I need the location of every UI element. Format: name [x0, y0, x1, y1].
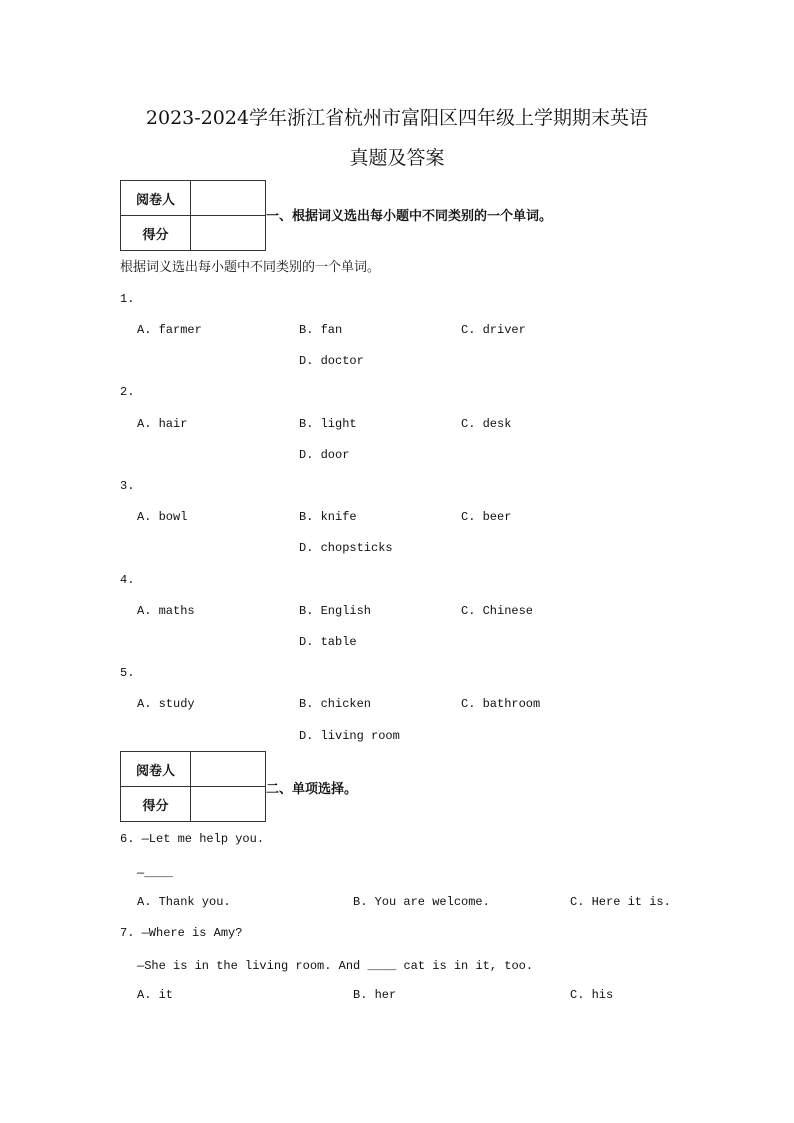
question-reply: —She is in the living room. And ____ cat is in it, too. [137, 959, 534, 973]
option-d: D. chopsticks [299, 541, 393, 555]
reviewer-label: 阅卷人 [121, 752, 191, 787]
option-a: A. bowl [137, 510, 188, 524]
option-d: D. table [299, 635, 357, 649]
reviewer-cell [191, 752, 266, 787]
option-a: A. hair [137, 417, 188, 431]
option-b: B. her [353, 988, 397, 1002]
option-c: C. beer [461, 510, 512, 524]
option-d: D. doctor [299, 354, 364, 368]
option-a: A. it [137, 988, 174, 1002]
question-number: 4. [120, 573, 135, 587]
score-label: 得分 [121, 787, 191, 822]
option-a: A. maths [137, 604, 195, 618]
section-2-heading: 二、单项选择。 [266, 782, 358, 797]
question-number: 3. [120, 479, 135, 493]
option-a: A. Thank you. [137, 895, 231, 909]
option-b: B. chicken [299, 697, 372, 711]
question-stem: 6. —Let me help you. [120, 832, 265, 846]
title-line-1: 2023-2024学年浙江省杭州市富阳区四年级上学期期末英语 [145, 107, 649, 129]
option-c: C. Chinese [461, 604, 534, 618]
question-number: 2. [120, 385, 135, 399]
question-number: 1. [120, 292, 135, 306]
option-c: C. desk [461, 417, 512, 431]
option-c: C. driver [461, 323, 526, 337]
title-line-2: 真题及答案 [349, 147, 445, 169]
option-b: B. light [299, 417, 357, 431]
section-1-heading: 一、根据词义选出每小题中不同类别的一个单词。 [266, 209, 553, 224]
section-1-instruction: 根据词义选出每小题中不同类别的一个单词。 [120, 260, 381, 275]
score-table-2 [120, 751, 266, 822]
option-d: D. living room [299, 729, 400, 743]
question-reply: —____ [137, 866, 174, 880]
reviewer-label: 阅卷人 [121, 181, 191, 216]
option-c: C. his [570, 988, 614, 1002]
question-stem: 7. —Where is Amy? [120, 926, 243, 940]
option-b: B. fan [299, 323, 343, 337]
score-cell [191, 787, 266, 822]
score-cell [191, 216, 266, 251]
score-label: 得分 [121, 216, 191, 251]
option-c: C. bathroom [461, 697, 541, 711]
option-d: D. door [299, 448, 350, 462]
option-a: A. farmer [137, 323, 202, 337]
option-b: B. English [299, 604, 372, 618]
score-table-1 [120, 180, 266, 251]
option-c: C. Here it is. [570, 895, 671, 909]
option-b: B. You are welcome. [353, 895, 490, 909]
option-a: A. study [137, 697, 195, 711]
question-number: 5. [120, 666, 135, 680]
option-b: B. knife [299, 510, 357, 524]
reviewer-cell [191, 181, 266, 216]
